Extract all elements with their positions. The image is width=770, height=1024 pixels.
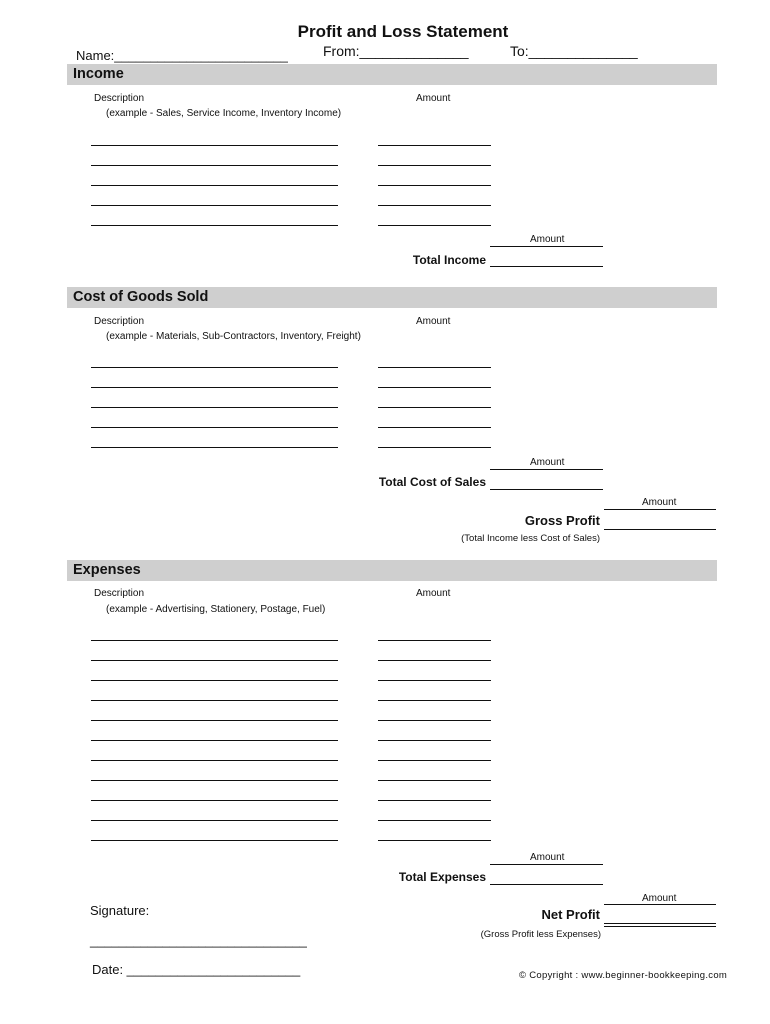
- cogs-example-text: (example - Materials, Sub-Contractors, Inventory, Freight): [106, 331, 361, 342]
- expenses-amount-line[interactable]: [378, 700, 491, 701]
- expenses-description-line[interactable]: [91, 700, 338, 701]
- income-description-line[interactable]: [91, 225, 338, 226]
- total-cost-of-sales-line[interactable]: [490, 489, 603, 490]
- expenses-amount-line[interactable]: [378, 640, 491, 641]
- gross-profit-note: (Total Income less Cost of Sales): [461, 533, 600, 544]
- expenses-amount-line[interactable]: [378, 780, 491, 781]
- expenses-total-amount-line[interactable]: [490, 864, 603, 865]
- income-total-amount-label: Amount: [530, 234, 565, 245]
- cogs-description-line[interactable]: [91, 447, 338, 448]
- expenses-description-line[interactable]: [91, 660, 338, 661]
- income-heading: Income: [73, 66, 124, 82]
- net-profit-note: (Gross Profit less Expenses): [480, 929, 601, 940]
- total-income-label: Total Income: [412, 253, 486, 267]
- income-amount-line[interactable]: [378, 205, 491, 206]
- cogs-description-label: Description: [94, 316, 145, 327]
- net-profit-label: Net Profit: [541, 907, 600, 922]
- cogs-amount-line[interactable]: [378, 407, 491, 408]
- net-profit-double-line[interactable]: [604, 923, 716, 927]
- expenses-amount-line[interactable]: [378, 840, 491, 841]
- signature-field[interactable]: ______________________________: [90, 933, 307, 948]
- from-field[interactable]: From:______________: [323, 43, 469, 59]
- expenses-description-line[interactable]: [91, 800, 338, 801]
- total-expenses-line[interactable]: [490, 884, 603, 885]
- cogs-description-line[interactable]: [91, 407, 338, 408]
- page-title: Profit and Loss Statement: [297, 22, 509, 41]
- expenses-description-line[interactable]: [91, 640, 338, 641]
- expenses-total-amount-label: Amount: [530, 852, 565, 863]
- expenses-description-line[interactable]: [91, 740, 338, 741]
- gross-profit-label: Gross Profit: [524, 513, 600, 528]
- income-amount-line[interactable]: [378, 165, 491, 166]
- expenses-description-label: Description: [94, 588, 145, 599]
- cogs-amount-line[interactable]: [378, 367, 491, 368]
- cogs-heading: Cost of Goods Sold: [73, 289, 209, 305]
- expenses-amount-line[interactable]: [378, 660, 491, 661]
- cogs-total-amount-line[interactable]: [490, 469, 603, 470]
- gross-profit-amount-line[interactable]: [604, 509, 716, 510]
- total-expenses-label: Total Expenses: [398, 870, 486, 884]
- expenses-description-line[interactable]: [91, 680, 338, 681]
- cogs-description-line[interactable]: [91, 387, 338, 388]
- date-field[interactable]: Date: ________________________: [92, 962, 301, 977]
- expenses-description-line[interactable]: [91, 780, 338, 781]
- expenses-amount-line[interactable]: [378, 680, 491, 681]
- name-field[interactable]: Name:________________________: [76, 48, 288, 63]
- expenses-section-header: [67, 560, 717, 581]
- net-profit-amount-line[interactable]: [604, 904, 716, 905]
- cogs-amount-label: Amount: [416, 316, 451, 327]
- cogs-description-line[interactable]: [91, 427, 338, 428]
- signature-label: Signature:: [90, 903, 150, 918]
- total-income-line[interactable]: [490, 266, 603, 267]
- total-cost-of-sales-label: Total Cost of Sales: [378, 475, 486, 489]
- expenses-description-line[interactable]: [91, 720, 338, 721]
- cogs-amount-line[interactable]: [378, 387, 491, 388]
- income-description-line[interactable]: [91, 165, 338, 166]
- expenses-heading: Expenses: [73, 562, 141, 578]
- expenses-description-line[interactable]: [91, 840, 338, 841]
- income-amount-line[interactable]: [378, 225, 491, 226]
- income-description-line[interactable]: [91, 205, 338, 206]
- income-example-text: (example - Sales, Service Income, Inventory Income): [106, 108, 342, 119]
- expenses-amount-label: Amount: [416, 588, 451, 599]
- copyright-text: © Copyright : www.beginner-bookkeeping.com: [519, 970, 728, 981]
- cogs-amount-line[interactable]: [378, 447, 491, 448]
- income-amount-line[interactable]: [378, 185, 491, 186]
- expenses-amount-line[interactable]: [378, 800, 491, 801]
- income-description-line[interactable]: [91, 145, 338, 146]
- net-profit-amount-label: Amount: [642, 893, 677, 904]
- expenses-description-line[interactable]: [91, 760, 338, 761]
- expenses-description-line[interactable]: [91, 820, 338, 821]
- gross-profit-line[interactable]: [604, 529, 716, 530]
- gross-profit-amount-label: Amount: [642, 497, 677, 508]
- income-description-label: Description: [94, 93, 145, 104]
- income-section-header: [67, 64, 717, 85]
- income-description-line[interactable]: [91, 185, 338, 186]
- income-amount-line[interactable]: [378, 145, 491, 146]
- cogs-section-header: [67, 287, 717, 308]
- cogs-description-line[interactable]: [91, 367, 338, 368]
- to-field[interactable]: To:______________: [510, 43, 638, 59]
- expenses-amount-line[interactable]: [378, 820, 491, 821]
- expenses-amount-line[interactable]: [378, 760, 491, 761]
- cogs-total-amount-label: Amount: [530, 457, 565, 468]
- cogs-amount-line[interactable]: [378, 427, 491, 428]
- expenses-amount-line[interactable]: [378, 720, 491, 721]
- expenses-example-text: (example - Advertising, Stationery, Postage, Fuel): [106, 604, 326, 615]
- income-amount-label: Amount: [416, 93, 451, 104]
- expenses-amount-line[interactable]: [378, 740, 491, 741]
- income-total-amount-line[interactable]: [490, 246, 603, 247]
